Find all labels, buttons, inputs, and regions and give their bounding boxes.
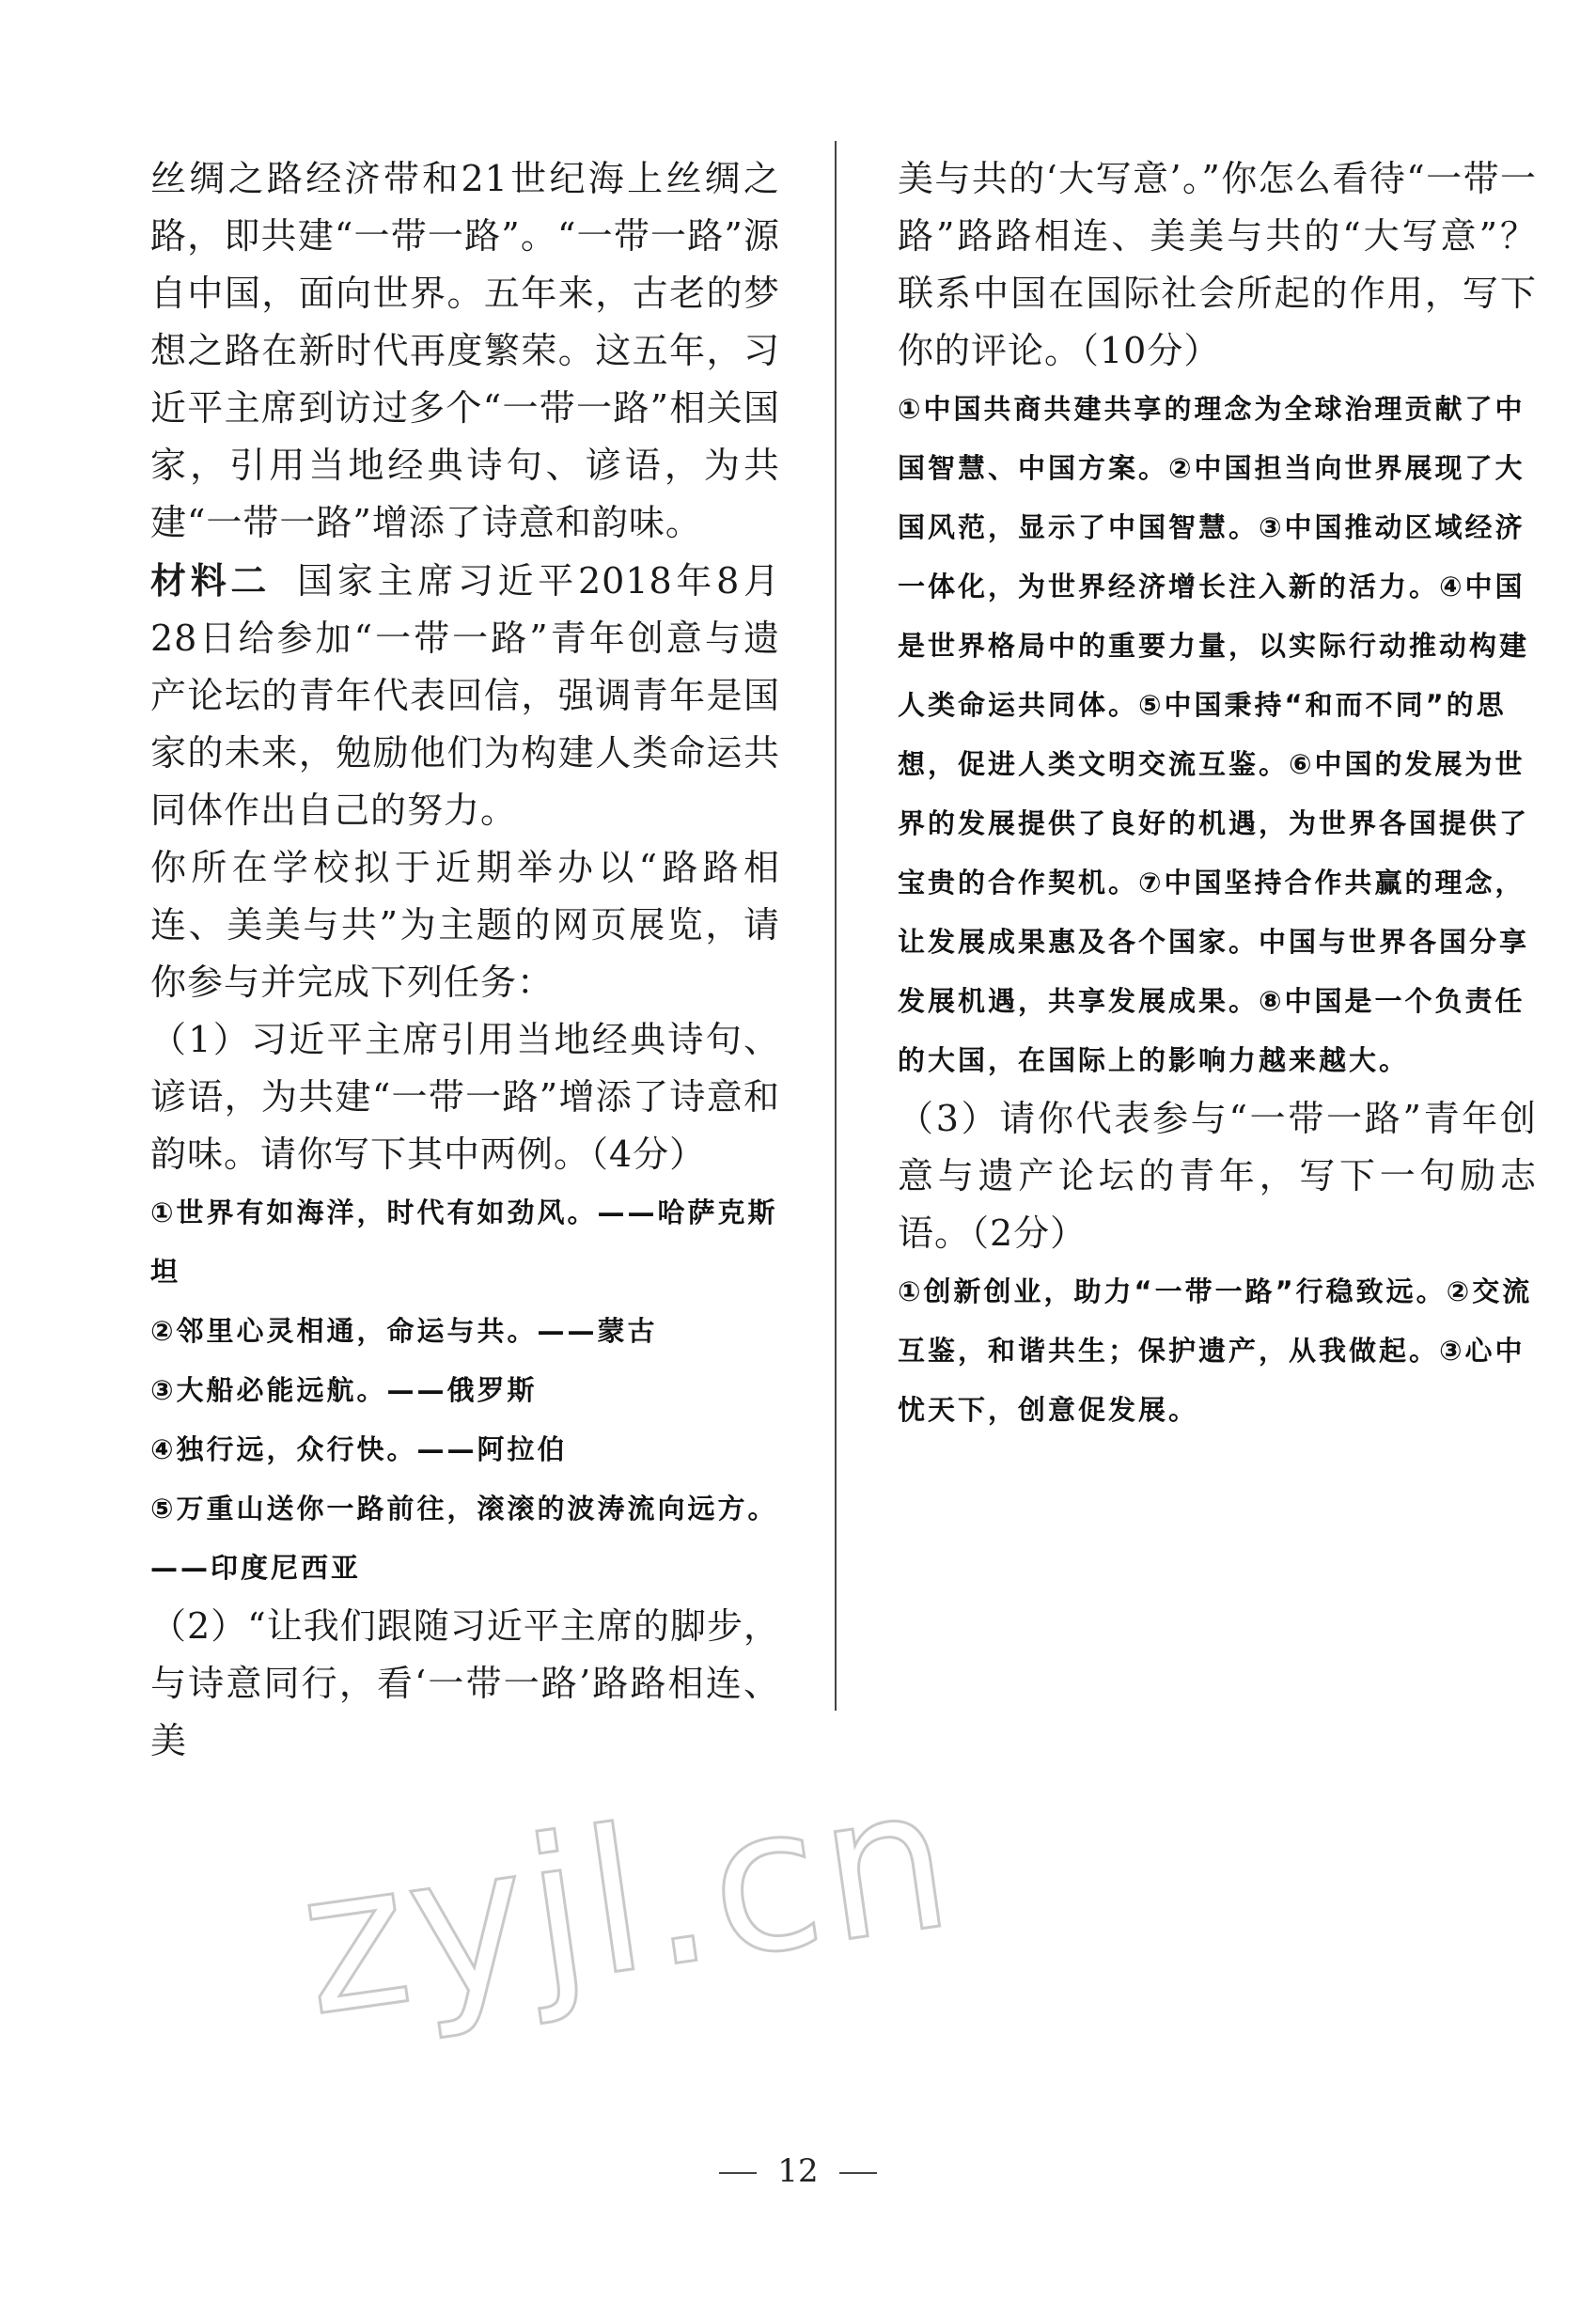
material1-text: 丝绸之路经济带和21世纪海上丝绸之路，即共建“一带一路”。“一带一路”源自中国，面向世界。五年来，古老的梦想之路在新时代再度繁荣。这五年，习近平主席到访过多个“一带一路”相关国家，引用当地经典诗句、谚语，为共建“一带一路”增添了诗意和韵味。 xyxy=(150,158,780,543)
material2 xyxy=(150,552,780,839)
answer-1-item: ③大船必能远航。——俄罗斯 xyxy=(150,1374,538,1406)
material2-text: 国家主席习近平2018年8月28日给参加“一带一路”青年创意与遗产论坛的青年代表回信，强调青年是国家的未来，勉励他们为构建人类命运共同体作出自己的努力。 xyxy=(150,560,780,831)
column-divider xyxy=(835,141,837,1711)
right-column xyxy=(898,150,1537,1440)
task-intro: 你所在学校拟于近期举办以“路路相连、美美与共”为主题的网页展览，请你参与并完成下列任务： xyxy=(150,847,780,1003)
dash-left xyxy=(719,2172,757,2174)
answer-2: ①中国共商共建共享的理念为全球治理贡献了中国智慧、中国方案。②中国担当向世界展现了大国风范，显示了中国智慧。③中国推动区域经济一体化，为世界经济增长注入新的活力。④中国是世界格局中的重要力量，以实际行动推动构建人类命运共同体。⑤中国秉持“和而不同”的思想，促进人类文明交流互鉴。⑥中国的发展为世界的发展提供了良好的机遇，为世界各国提供了宝贵的合作契机。⑦中国坚持合作共赢的理念，让发展成果惠及各个国家。中国与世界各国分享发展机遇，共享发展成果。⑧中国是一个负责任的大国，在国际上的影响力越来越大。 xyxy=(898,393,1530,1076)
watermark-logo: zyjl.cn xyxy=(288,1741,967,2061)
question-3: （3）请你代表参与“一带一路”青年创意与遗产论坛的青年，写下一句励志语。（2分） xyxy=(898,1098,1537,1254)
answer-1-item: ①世界有如海洋，时代有如劲风。——哈萨克斯坦 xyxy=(150,1196,778,1288)
answer-1-item: ⑤万重山送你一路前往，滚滚的波涛流向远方。——印度尼西亚 xyxy=(150,1493,778,1584)
question-2-continued: 美与共的‘大写意’。”你怎么看待“一带一路”路路相连、美美与共的“大写意”？联系中国在国际社会所起的作用，写下你的评论。（10分） xyxy=(898,158,1537,371)
question-1: （1）习近平主席引用当地经典诗句、谚语，为共建“一带一路”增添了诗意和韵味。请你写下其中两例。（4分） xyxy=(150,1019,780,1175)
answer-3: ①创新创业，助力“一带一路”行稳致远。②交流互鉴，和谐共生；保护遗产，从我做起。③心中忧天下，创意促发展。 xyxy=(898,1275,1533,1426)
page-number xyxy=(0,2152,1596,2190)
dash-right xyxy=(839,2172,877,2174)
left-column xyxy=(150,150,780,1770)
answer-1-item: ④独行远，众行快。——阿拉伯 xyxy=(150,1433,568,1465)
answer-1-item: ②邻里心灵相通，命运与共。——蒙古 xyxy=(150,1315,658,1347)
page-number-text: 12 xyxy=(777,2152,819,2190)
material2-label: 材料二 xyxy=(150,559,272,602)
question-2-start: （2）“让我们跟随习近平主席的脚步，与诗意同行，看‘一带一路’路路相连、美 xyxy=(150,1605,780,1761)
